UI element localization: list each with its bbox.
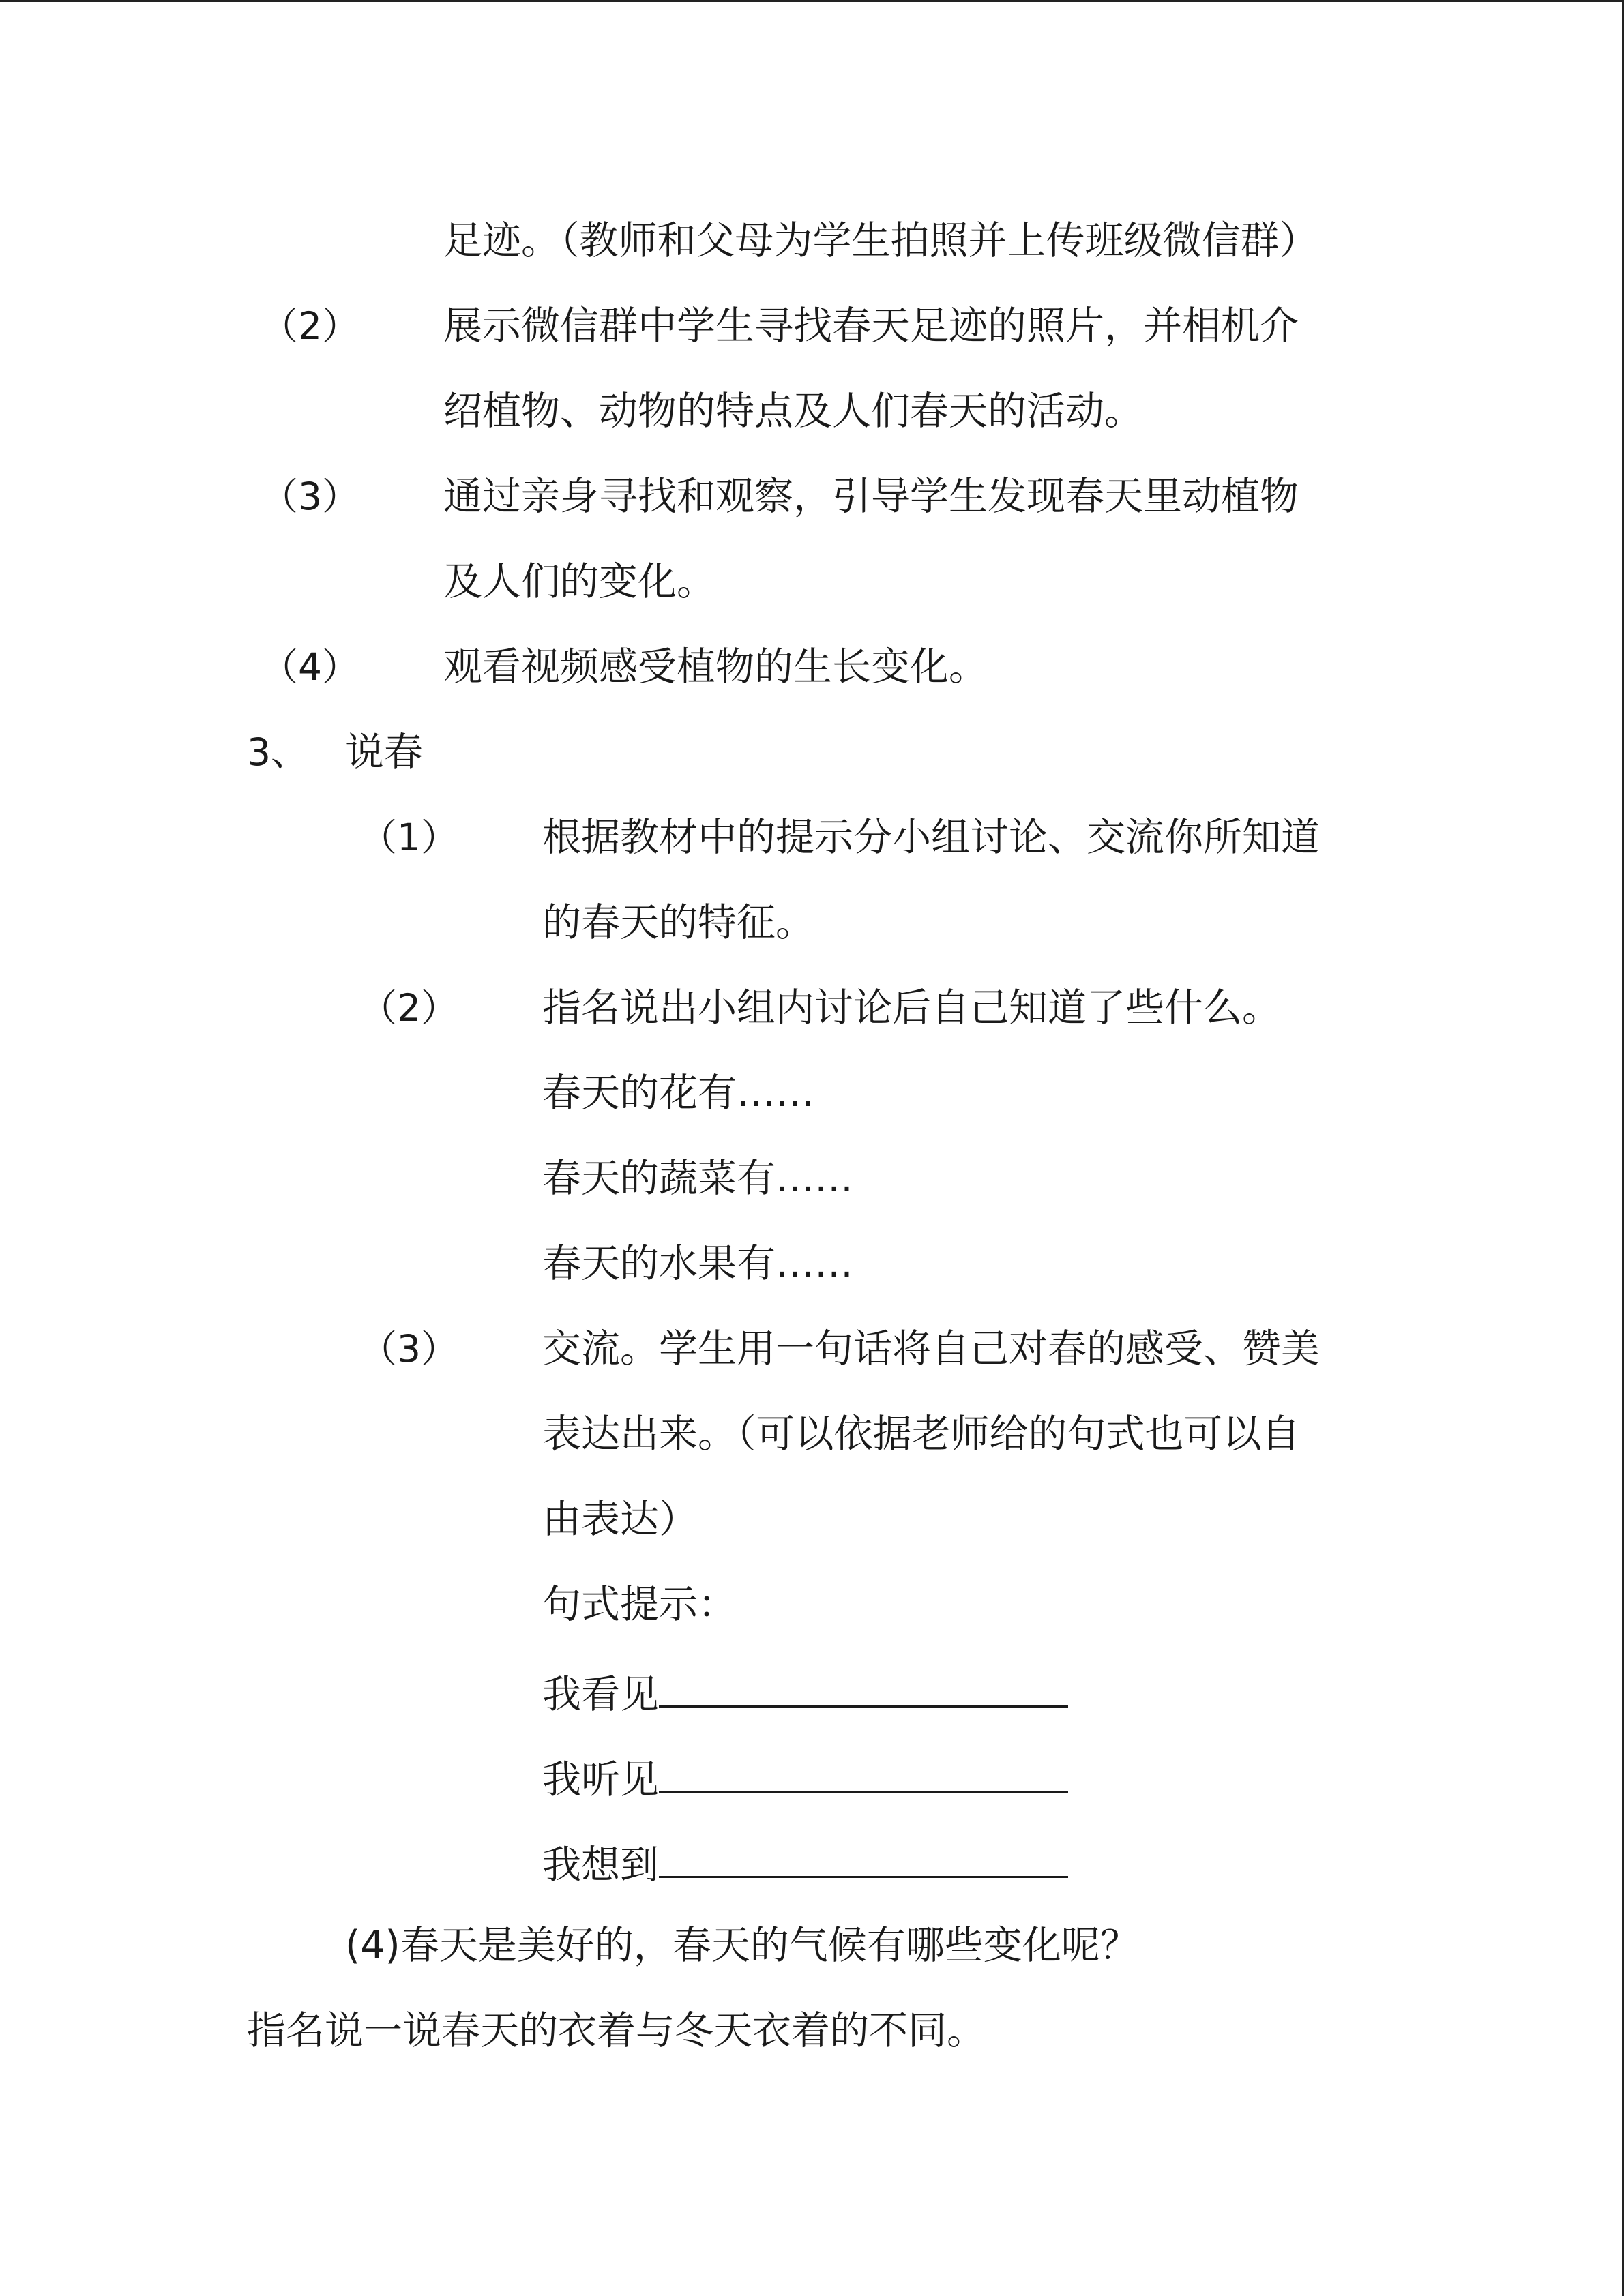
fill-in-line: [542, 1666, 1068, 1718]
sentence-prompt: 我听见: [542, 1757, 659, 1802]
text-line: 交流。学生用一句话将自己对春的感受、赞美: [542, 1326, 1320, 1371]
text-line: 展示微信群中学生寻找春天足迹的照片，并相机介: [443, 303, 1299, 348]
text-line: 表达出来。（可以依据老师给的句式也可以自: [542, 1412, 1301, 1457]
item-number: （4）: [261, 645, 359, 689]
text-line: 春天的水果有……: [542, 1241, 853, 1286]
text-line: (4)春天是美好的，春天的气候有哪些变化呢？: [345, 1923, 1139, 1968]
sentence-prompt: 我想到: [542, 1843, 659, 1888]
item-number: （2）: [359, 986, 458, 1030]
text-line: 指名说出小组内讨论后自己知道了些什么。: [542, 985, 1281, 1030]
text-line: 通过亲身寻找和观察，引导学生发现春天里动植物: [443, 474, 1299, 519]
text-line: 指名说一说春天的衣着与冬天衣着的不同。: [247, 2008, 986, 2053]
text-line: 春天的花有……: [542, 1071, 814, 1116]
text-line: 足迹。（教师和父母为学生拍照并上传班级微信群）: [443, 218, 1318, 263]
sentence-prompt: 我看见: [542, 1672, 659, 1717]
fill-in-line: [542, 1836, 1068, 1889]
answer-blank: [659, 1666, 1068, 1708]
text-line: 春天的蔬菜有……: [542, 1156, 853, 1201]
text-line: 句式提示：: [542, 1582, 737, 1627]
item-number: （2）: [261, 304, 359, 348]
section-number: 3、: [247, 730, 308, 774]
item-number: （1）: [359, 816, 458, 859]
text-line: 观看视频感受植物的生长变化。: [443, 644, 988, 689]
answer-blank: [659, 1836, 1068, 1878]
section-heading: 说春: [345, 730, 423, 775]
text-line: 及人们的变化。: [443, 559, 715, 604]
item-number: （3）: [359, 1327, 458, 1371]
text-line: 根据教材中的提示分小组讨论、交流你所知道: [542, 815, 1320, 860]
text-line: 绍植物、动物的特点及人们春天的活动。: [443, 389, 1143, 434]
text-line: 的春天的特征。: [542, 900, 814, 945]
text-line: 由表达）: [542, 1497, 698, 1542]
fill-in-line: [542, 1751, 1068, 1804]
answer-blank: [659, 1751, 1068, 1793]
item-number: （3）: [261, 475, 359, 518]
